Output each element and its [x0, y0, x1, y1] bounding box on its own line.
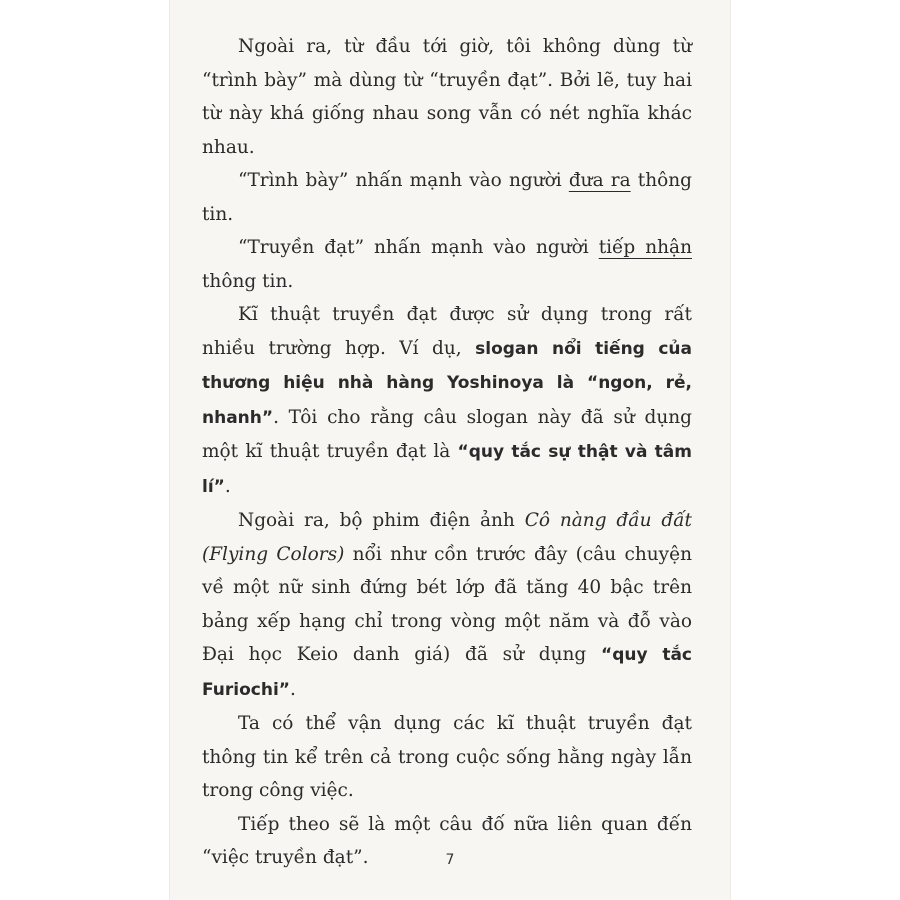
- paragraph-3-text: “Truyền đạt” nhấn mạnh vào người: [238, 237, 599, 258]
- paragraph-5-end: .: [289, 678, 296, 700]
- page-body: [202, 30, 692, 875]
- paragraph-5-text: Ngoài ra, bộ phim điện ảnh: [238, 510, 525, 531]
- paragraph-6: Ta có thể vận dụng các kĩ thuật truyền đạt thông tin kể trên cả trong cuộc sống hằng ngày lẫn trong công việc.: [202, 713, 692, 801]
- underlined-phrase: đưa ra: [568, 170, 631, 191]
- bold-phrase: “quy tắc Furiochi”: [202, 645, 692, 700]
- underlined-phrase: tiếp nhận: [598, 237, 693, 258]
- book-page: [170, 0, 730, 900]
- paragraph-3-end: thông tin.: [202, 270, 294, 292]
- paragraph-5: [202, 504, 692, 707]
- paragraph-7: Tiếp theo sẽ là một câu đố nữa liên quan đến “việc truyền đạt”.: [202, 813, 692, 868]
- paragraph-2-end: thông tin.: [202, 170, 693, 225]
- paragraph-5-text: nổi như cồn trước đây (câu chuyện về một nữ sinh đứng bét lớp đã tăng 40 bậc trên bảng xếp hạng chỉ trong vòng một năm và đỗ vào Đại học Keio danh giá) đã sử dụng: [202, 543, 692, 665]
- paragraph-1: Ngoài ra, từ đầu tới giờ, tôi không dùng từ “trình bày” mà dùng từ “truyền đạt”. Bởi lẽ, tuy hai từ này khá giống nhau song vẫn có nét nghĩa khác nhau.: [202, 36, 692, 158]
- paragraph-4: [202, 298, 692, 504]
- paragraph-4-text: Kĩ thuật truyền đạt được sử dụng trong rất nhiều trường hợp. Ví dụ,: [202, 304, 692, 359]
- paragraph-4-text: . Tôi cho rằng câu slogan này đã sử dụng một kĩ thuật truyền đạt là: [202, 406, 692, 462]
- paragraph-4-end: .: [224, 475, 231, 497]
- bold-phrase: “quy tắc sự thật và tâm lí”: [202, 442, 692, 497]
- page-number: 7: [445, 852, 455, 868]
- bold-phrase: slogan nổi tiếng của thương hiệu nhà hàng Yoshinoya là “ngon, rẻ, nhanh”: [202, 338, 692, 428]
- paragraph-2-text: “Trình bày” nhấn mạnh vào người: [238, 170, 569, 191]
- paragraph-3: [202, 231, 692, 298]
- italic-title: Cô nàng đầu đất (Flying Colors): [202, 510, 692, 565]
- paragraph-2: [202, 164, 692, 231]
